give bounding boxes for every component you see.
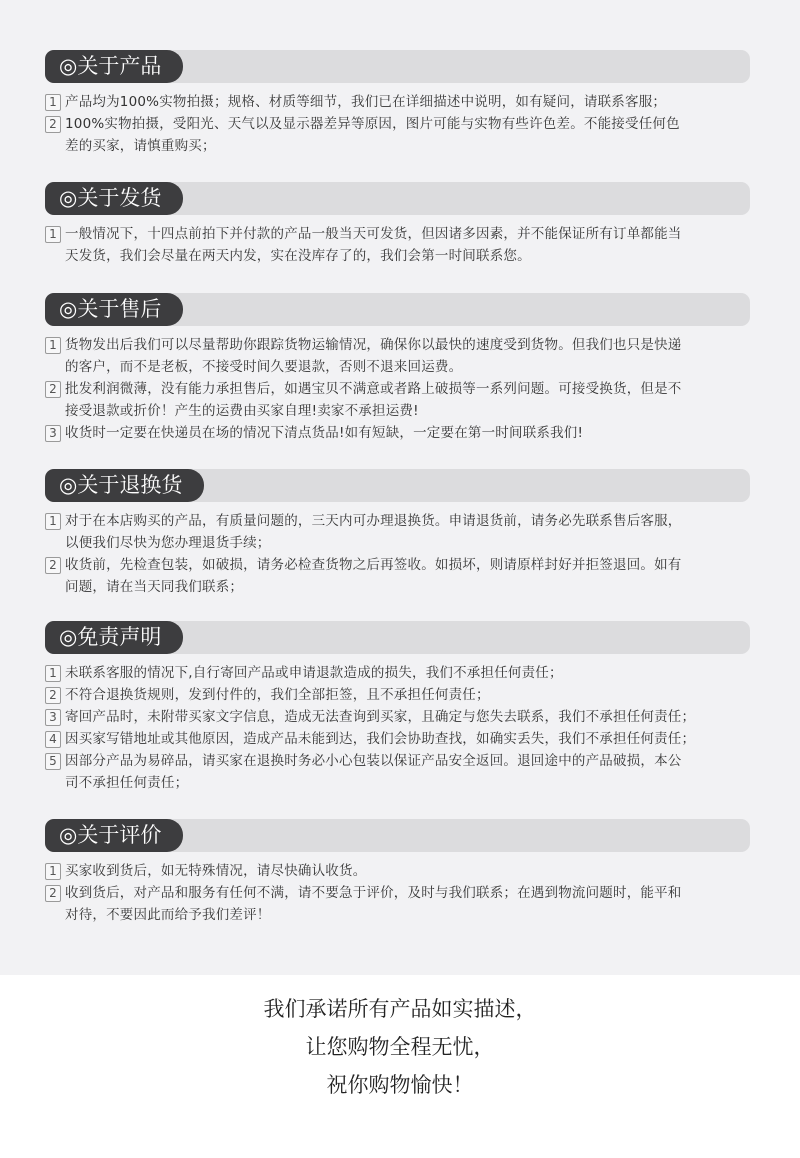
- item-number: 5: [45, 753, 61, 770]
- section-items: [0, 860, 800, 926]
- list-item: [0, 510, 800, 554]
- item-text: 寄回产品时，未附带买家文字信息，造成无法查询到买家，且确定与您失去联系，我们不承担任何责任；: [65, 709, 696, 725]
- item-text: 因买家写错地址或其他原因，造成产品未能到达，我们会协助查找，如确实丢失，我们不承担任何责任；: [65, 731, 696, 747]
- item-number: 3: [45, 709, 61, 726]
- item-text: 买家收到货后，如无特殊情况，请尽快确认收货。: [65, 863, 367, 879]
- item-text: 收到货后，对产品和服务有任何不满，请不要急于评价，及时与我们联系；在遇到物流问题时，能平和 对待，不要因此而给予我们差评！: [65, 885, 682, 923]
- item-text: 批发利润微薄，没有能力承担售后，如遇宝贝不满意或者路上破损等一系列问题。可接受换货，但是不 接受退款或折价！产生的运费由买家自理!卖家不承担运费!: [65, 381, 682, 419]
- section-title: ◎关于产品: [45, 50, 183, 83]
- list-item: [0, 750, 800, 794]
- section-items: [0, 510, 800, 598]
- item-text: 未联系客服的情况下,自行寄回产品或申请退款造成的损失，我们不承担任何责任；: [65, 665, 563, 681]
- list-item: [0, 113, 800, 157]
- item-text: 不符合退换货规则，发到付件的，我们全部拒签，且不承担任何责任；: [65, 687, 490, 703]
- footer-promise: [0, 990, 800, 1104]
- list-item: [0, 334, 800, 378]
- item-number: 4: [45, 731, 61, 748]
- item-number: 2: [45, 116, 61, 133]
- list-item: [0, 860, 800, 882]
- list-item: [0, 378, 800, 422]
- list-item: [0, 91, 800, 113]
- item-number: 1: [45, 863, 61, 880]
- item-text: 收货时一定要在快递员在场的情况下清点货品!如有短缺，一定要在第一时间联系我们!: [65, 425, 584, 441]
- item-text: 因部分产品为易碎品，请买家在退换时务必小心包装以保证产品安全返回。退回途中的产品破损，本公 司不承担任何责任；: [65, 753, 682, 791]
- item-number: 1: [45, 226, 61, 243]
- item-text: 100%实物拍摄，受阳光、天气以及显示器差异等原因，图片可能与实物有些许色差。不能接受任何色 差的买家，请慎重购买；: [65, 116, 680, 154]
- item-text: 货物发出后我们可以尽量帮助你跟踪货物运输情况，确保你以最快的速度受到货物。但我们也只是快递 的客户，而不是老板，不接受时间久要退款，否则不退来回运费。: [65, 337, 682, 375]
- list-item: [0, 662, 800, 684]
- section-title: ◎关于退换货: [45, 469, 204, 502]
- list-item: [0, 223, 800, 267]
- list-item: [0, 684, 800, 706]
- item-text: 收货前，先检查包装，如破损，请务必检查货物之后再签收。如损坏，则请原样封好并拒签退回。如有 问题，请在当天同我们联系；: [65, 557, 682, 595]
- section-items: [0, 223, 800, 267]
- item-number: 2: [45, 381, 61, 398]
- list-item: [0, 728, 800, 750]
- section-items: [0, 334, 800, 444]
- item-text: 产品均为100%实物拍摄；规格、材质等细节，我们已在详细描述中说明，如有疑问，请联系客服；: [65, 94, 667, 110]
- item-text: 对于在本店购买的产品，有质量问题的，三天内可办理退换货。申请退货前，请务必先联系售后客服， 以便我们尽快为您办理退货手续；: [65, 513, 682, 551]
- section-items: [0, 662, 800, 794]
- list-item: [0, 422, 800, 444]
- item-number: 1: [45, 337, 61, 354]
- section-title: ◎关于发货: [45, 182, 183, 215]
- list-item: [0, 882, 800, 926]
- footer-line: 让您购物全程无忧，: [305, 1035, 495, 1059]
- item-number: 1: [45, 665, 61, 682]
- item-number: 1: [45, 513, 61, 530]
- section-title: ◎关于售后: [45, 293, 183, 326]
- list-item: [0, 554, 800, 598]
- item-number: 3: [45, 425, 61, 442]
- item-number: 1: [45, 94, 61, 111]
- item-number: 2: [45, 687, 61, 704]
- list-item: [0, 706, 800, 728]
- footer-line: 我们承诺所有产品如实描述，: [263, 997, 537, 1021]
- section-items: [0, 91, 800, 157]
- item-number: 2: [45, 557, 61, 574]
- item-number: 2: [45, 885, 61, 902]
- footer-line: 祝你购物愉快！: [326, 1073, 474, 1097]
- section-title: ◎免责声明: [45, 621, 183, 654]
- section-title: ◎关于评价: [45, 819, 183, 852]
- item-text: 一般情况下，十四点前拍下并付款的产品一般当天可发货，但因诸多因素，并不能保证所有订单都能当 天发货，我们会尽量在两天内发，实在没库存了的，我们会第一时间联系您。: [65, 226, 682, 264]
